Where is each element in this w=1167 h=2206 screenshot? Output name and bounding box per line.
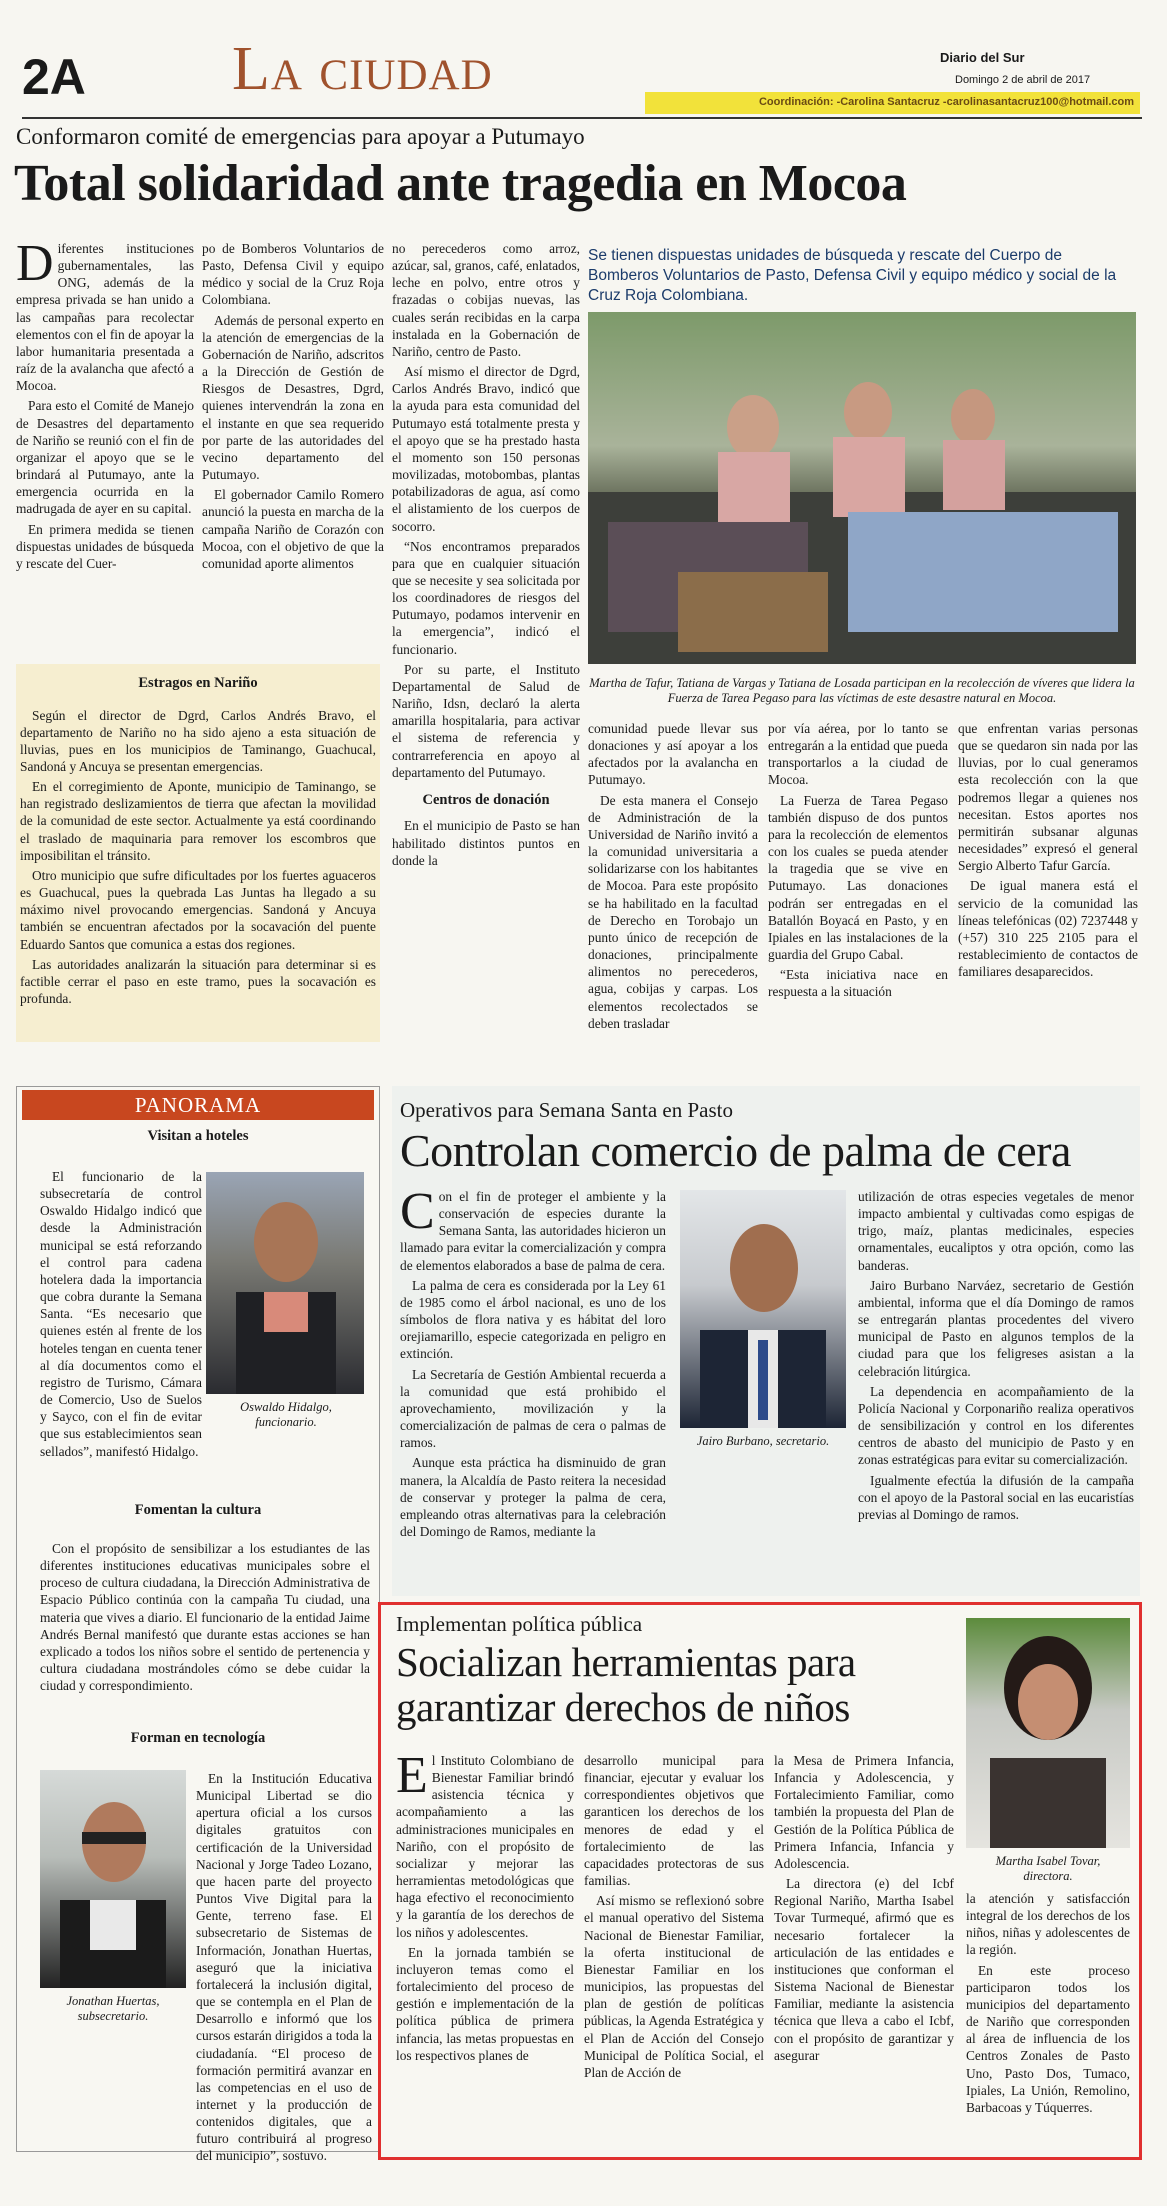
lead-c2-p1: po de Bomberos Voluntarios de Pasto, Defensa Civil y equipo médico y social de la Cruz Roja Colombiana.: [202, 241, 384, 308]
ninos-c2-p2: Así mismo se reflexionó sobre el manual operativo del Sistema Nacional de Bienestar Familiar, la oferta institucional de Bienestar Familiar en los municipios, las propuestas del plan de gestión de políticas públicas, la Agenda Estratégica y el Plan de Acción del Consejo Municipal de Política Social, el Plan de Acción de: [584, 1893, 764, 2080]
hidalgo-photo-art: [206, 1172, 364, 1394]
palma-headline: Controlan comercio de palma de cera: [400, 1125, 1071, 1176]
palma-kicker: Operativos para Semana Santa en Pasto: [400, 1098, 733, 1122]
section-title: La ciudad: [232, 35, 493, 103]
hidalgo-caption: Oswaldo Hidalgo, funcionario.: [240, 1400, 332, 1429]
ninos-headline: Socializan herramientas para garantizar derechos de niños: [396, 1639, 856, 1731]
ninos-column-4: [966, 1890, 1130, 2119]
ninos-c2-p1: desarrollo municipal para financiar, ejecutar y evaluar los correspondientes objetivos que garanticen los derechos de los menores de edad y el fortalecimiento de las capacidades protectoras de sus familias.: [584, 1753, 764, 1889]
tecnologia-p1: En la Institución Educativa Municipal Libertad se dio apertura oficial a los cursos digitales gratuitos con certificación de la Universidad Nacional y Jorge Tadeo Lozano, que hacen parte del proyecto Puntos Vive Digital para la Gente, terreno fase. El subsecretario de Sistemas de Información, Jonathan Huertas, aseguró que la iniciativa fortalecerá la inclusión digital, que se contempla en el Plan de Desarrollo e informó que los cursos estarán dirigidos a toda la ciudadanía. “El proceso de formación permitirá avanzar en las competencias en el uso de internet y la producción de contenidos digitales, que a futuro contribuirá al progreso del municipio”, sostuvo.: [196, 1771, 372, 2164]
tecnologia-title: Forman en tecnología: [130, 1730, 266, 1746]
palma-c2-p2: Jairo Burbano Narváez, secretario de Gestión ambiental, informa que el día Domingo de ramos se entregarán plantas procedentes del vivero municipal de Pasto en algunos templos de la ciudad para que los feligreses asistan a la celebración litúrgica.: [858, 1277, 1134, 1379]
ninos-c4-p1: la atención y satisfacción integral de los derechos de los niños, niñas y adolescentes de la región.: [966, 1891, 1130, 1958]
ninos-c1-p1: l Instituto Colombiano de Bienestar Familiar brindó asistencia técnica y acompañamiento a las administraciones municipales en Nariño, con el propósito de socializar y mejorar las herramientas metodológicas que haga efectivo el reconocimiento y la garantía de los derechos de los niños y adolescentes.: [396, 1753, 574, 1940]
estragos-box: [16, 664, 380, 1042]
lead-column-5: [768, 720, 948, 1004]
lead-column-2: [202, 240, 384, 575]
hoteles-text: [40, 1168, 202, 1463]
tovar-photo: [966, 1618, 1130, 1848]
ninos-column-1: [396, 1747, 574, 2067]
ninos-column-2: [584, 1752, 764, 2084]
lead-c2-p2: Además de personal experto en la atención de emergencias de la Gobernación de Nariño, adscritos a la Dirección de Gestión de Riesgos de Desastres, Dgrd, quienes intervendrán la zona en el instante en que sea requerido por parte de las autoridades del vecino departamento del Putumayo.: [202, 312, 384, 483]
palma-c1-p4: Aunque esta práctica ha disminuido de gran manera, la Alcaldía de Pasto reitera la necesidad de conservar y proteger la palma de cera, empleando otras alternativas para la celebración del Domingo de Ramos, mediante la: [400, 1455, 666, 1539]
photo-heading: Se tienen dispuestas unidades de búsqueda y rescate del Cuerpo de Bomberos Voluntarios de Pasto, Defensa Civil y equipo médico y social de la Cruz Roja Colombiana.: [588, 247, 1117, 304]
lead-column-6: [958, 720, 1138, 983]
lead-c3-p4: Por su parte, el Instituto Departamental de Salud de Nariño, Idsn, declaró la alerta amarilla hospitalaria, para activar el sistema de referencia y contrarreferencia en apoyo al departamento del Putumayo.: [392, 661, 580, 780]
coordination-text: Coordinación: -Carolina Santacruz -carolinasantacruz100@hotmail.com: [758, 96, 1134, 108]
hidalgo-photo: [206, 1172, 364, 1394]
burbano-caption: Jairo Burbano, secretario.: [696, 1434, 830, 1448]
huertas-photo: [40, 1770, 186, 1988]
estragos-p1: Según el director de Dgrd, Carlos Andrés Bravo, el departamento de Nariño no ha sido ajeno a esta situación de lluvias, pues en los municipios de Taminango, Guachucal, Sandoná y Ancuya se presentan emergencias.: [20, 707, 376, 775]
lead-c2-p3: El gobernador Camilo Romero anunció la puesta en marcha de la campaña Nariño de Corazón con Mocoa, con el objetivo de que la comunidad aporte alimentos: [202, 487, 384, 571]
coordination-bar: [645, 92, 1140, 114]
estragos-p3: Otro municipio que sufre dificultades por los fuertes aguaceros es Guachucal, pues la quebrada Las Juntas ha llegado a su máximo nivel provocando emergencias. Sandoná y Ancuya también se encuentran afectados por la socavación del puente Eduardo Santos que comunica a estas dos regiones.: [20, 867, 376, 952]
lead-c4-p1: comunidad puede llevar sus donaciones y así apoyar a los afectados por la avalancha en Putumayo.: [588, 721, 758, 788]
palma-c1-p2: La palma de cera es considerada por la Ley 61 de 1985 como el árbol nacional, es uno de los símbolos de flora nativa y es hábitat del loro orejiamarillo, especie categorizada en peligro en extinción.: [400, 1277, 666, 1362]
lead-dropcap: D: [16, 235, 54, 292]
lead-column-3: [392, 240, 580, 872]
hoteles-title: Visitan a hoteles: [147, 1128, 249, 1144]
volunteers-photo-art: [588, 312, 1136, 664]
lead-column-1: [16, 235, 194, 575]
tovar-photo-art: [966, 1618, 1130, 1848]
lead-column-4: [588, 720, 758, 1035]
lead-c6-p2: De igual manera está el servicio de la comunidad las líneas telefónicas (02) 7237448 y (+57) 310 225 2105 para el restablecimiento de contactos de familiares desaparecidos.: [958, 878, 1138, 980]
panorama-label: PANORAMA: [22, 1090, 374, 1120]
photo-caption: Martha de Tafur, Tatiana de Vargas y Tatiana de Losada participan en la recolección de víveres que lidera la Fuerza de Tarea Pegaso para las víctimas de este desastre natural en Mocoa.: [589, 676, 1135, 705]
lead-c5-p1: por vía aérea, por lo tanto se entregarán a la entidad que pueda transportarlos a la ciudad de Mocoa.: [768, 721, 948, 788]
cultura-title: Fomentan la cultura: [134, 1502, 262, 1518]
estragos-subhead: Estragos en Nariño: [138, 675, 258, 691]
lead-c1-p1: iferentes instituciones gubernamentales, las ONG, además de la empresa privada se han unido a las campañas para recolectar elementos con el fin de apoyar la labor humanitaria presentada a raíz de la avalancha que afectó a Mocoa.: [16, 241, 194, 394]
palma-c1-p1: on el fin de proteger el ambiente y la conservación de especies durante la Semana Santa, las autoridades hicieron un llamado para evitar la comercialización y compra de elementos elaborados a base de palma de cera.: [400, 1189, 666, 1273]
lead-kicker: Conformaron comité de emergencias para apoyar a Putumayo: [16, 124, 585, 149]
lead-c3-p5: En el municipio de Pasto se han habilitado distintos puntos en donde la: [392, 818, 580, 868]
palma-column-1: [400, 1183, 666, 1543]
palma-c1-p3: La Secretaría de Gestión Ambiental recuerda a la comunidad que está prohibido el aprovechamiento, movilización y la comercialización de palmas de cera o palmas de ramos.: [400, 1366, 666, 1451]
edition-date: Domingo 2 de abril de 2017: [955, 74, 1091, 86]
lead-c3-p1: no perecederos como arroz, azúcar, sal, granos, café, enlatados, leche en polvo, entre otros y frazadas o cobijas nuevas, las cuales serán recibidas en la carpa instalada en la Gobernación de Nariño, centro de Pasto.: [392, 241, 580, 359]
ninos-c3-p1: la Mesa de Primera Infancia, Infancia y Adolescencia, y Fortalecimiento Familiar, como también la propuesta del Plan de Gestión de la Política Pública de Primera Infancia, Infancia y Adolescencia.: [774, 1753, 954, 1871]
lead-c5-p3: “Esta iniciativa nace en respuesta a la situación: [768, 967, 948, 1000]
burbano-photo-art: [680, 1190, 846, 1428]
lead-c4-p2: De esta manera el Consejo de Administración de la Universidad de Nariño invitó a la comunidad universitaria a solidarizarse con los habitantes de Mocoa. Para este propósito se ha habilitado en la facultad de Derecho en Torobajo un punto único de recepción de donaciones, principalmente alimentos no perecederos, agua, cobijas y carpas. Los elementos recolectados se deben trasladar: [588, 792, 758, 1031]
ninos-dropcap: E: [396, 1747, 428, 1804]
lead-c3-p3: “Nos encontramos preparados para que en cualquier situación que se necesite y sea solicitada por los coordinadores de riesgos del Putumayo, podamos intervenir en la emergencia”, indicó el funcionario.: [392, 538, 580, 657]
palma-dropcap: C: [400, 1183, 435, 1240]
estragos-p2: En el corregimiento de Aponte, municipio de Taminango, se han registrado deslizamientos de tierra que afectan la movilidad de la comunidad de este sector. Actualmente ya está coordinando el traslado de maquinaria para remover los escombros que imposibilitan el tránsito.: [20, 779, 376, 863]
estragos-p4: Las autoridades analizarán la situación para determinar si es factible cerrar el paso en este tramo, pues la socavación es profunda.: [20, 956, 376, 1007]
cultura-p1: Con el propósito de sensibilizar a los estudiantes de las diferentes instituciones educativas municipales sobre el proceso de cultura ciudadana, la Dirección Administrativa de Espacio Público continúa con la campaña Tu ciudad, una materia que vives a diario. El funcionario de la entidad Jaime Andrés Bernal manifestó que durante estas acciones se han explicado a todos los niños sobre el sentido de pertenencia y cultura ciudadana mostrándoles cómo se debe cuidar la ciudad y correspondimiento.: [40, 1541, 370, 1694]
palma-column-2: [858, 1188, 1134, 1526]
lead-c1-p3: En primera medida se tienen dispuestas unidades de búsqueda y rescate del Cuer-: [16, 521, 194, 571]
lead-c3-p2: Así mismo el director de Dgrd, Carlos Andrés Bravo, indicó que la ayuda para esta comunidad del Putumayo está totalmente presta y el apoyo que se ha prestado hasta el momento son 150 personas movilizadas, motobombas, plantas potabilizadoras de agua, así como el alistamiento de los cuerpos de socorro.: [392, 364, 580, 534]
ninos-column-3: [774, 1752, 954, 2067]
tecnologia-text: [196, 1770, 372, 2168]
cultura-text: [40, 1540, 370, 1697]
tovar-caption: Martha Isabel Tovar, directora.: [995, 1854, 1101, 1883]
masthead-rule: [22, 117, 1142, 119]
burbano-photo: [680, 1190, 846, 1428]
ninos-c4-p2: En este proceso participaron todos los municipios del departamento de Nariño que corresponden al área de influencia de los Centros Zonales de Pasto Uno, Pasto Dos, Tumaco, Ipiales, La Unión, Remolino, Barbacoas y Túquerres.: [966, 1962, 1130, 2115]
lead-c6-p1: que enfrentan varias personas que se quedaron sin nada por las lluvias, por lo cual generamos esta recolección con la que podremos llegar a quienes nos necesitan. Estos aportes nos permitirán subsanar algunas necesidades” expresó el general Sergio Alberto Tafur García.: [958, 721, 1138, 874]
palma-c2-p3: La dependencia en acompañamiento de la Policía Nacional y Corponariño realiza operativos de sensibilización y control en los diferentes centros de abasto del municipio de Pasto y en zonas estratégicas para evitar su comercialización.: [858, 1383, 1134, 1468]
volunteers-photo: [588, 312, 1136, 664]
hoteles-p1: El funcionario de la subsecretaría de control Oswaldo Hidalgo indicó que desde la Administración municipal se está reforzando el control para cadena hotelera dada la importancia que cobra durante la Semana Santa. “Es necesario que quienes estén al frente de los hoteles tengan en cuenta tener al día documentos como el registro de Turismo, Cámara de Comercio, Uso de Suelos y Sayco, con el fin de evitar que sus establecimientos sean sellados”, manifestó Hidalgo.: [40, 1169, 202, 1459]
huertas-caption: Jonathan Huertas, subsecretario.: [66, 1994, 160, 2023]
huertas-photo-art: [40, 1770, 186, 1988]
palma-c2-p1: utilización de otras especies vegetales de menor impacto ambiental y cultivadas como espigas de trigo, maíz, plantas medicinales, especies ornamentales, eucaliptos y otra opción, como las banderas.: [858, 1189, 1134, 1273]
lead-headline: Total solidaridad ante tragedia en Mocoa: [14, 155, 907, 212]
palma-c2-p4: Igualmente efectúa la difusión de la campaña con el apoyo de la Pastoral social en las eucaristías previas al Domingo de ramos.: [858, 1472, 1134, 1522]
ninos-c1-p2: En la jornada también se incluyeron temas como el fortalecimiento del proceso de gestión e implementación de la política pública de primera infancia, las metas propuestas en los respectivos planes de: [396, 1944, 574, 2063]
paper-name: Diario del Sur: [940, 50, 1025, 65]
ninos-c3-p2: La directora (e) del Icbf Regional Nariño, Martha Isabel Tovar Turmequé, afirmó que es necesario fortalecer la articulación de las entidades e instituciones que conforman el Sistema Nacional de Bienestar Familiar, mediante la asistencia técnica que lleva a cabo el Icbf, con el propósito de garantizar y asegurar: [774, 1876, 954, 2063]
lead-c1-p2: Para esto el Comité de Manejo de Desastres del departamento de Nariño se reunió con el fin de organizar el apoyo que se le brindará al Putumayo, ante la emergencia ocurrida en la madrugada de ayer en su capital.: [16, 398, 194, 517]
donation-subhead: Centros de donación: [422, 791, 550, 808]
ninos-kicker: Implementan política pública: [396, 1612, 643, 1636]
lead-c5-p2: La Fuerza de Tarea Pegaso también dispuso de dos puntos para la recolección de elementos con los cuales se pueda atender la tragedia que se vive en Putumayo. Las donaciones podrán ser entregadas en el Batallón Boyacá en Pasto, y en Ipiales en las instalaciones de la guardia del Grupo Cabal.: [768, 792, 948, 963]
page-number: 2A: [22, 49, 86, 105]
